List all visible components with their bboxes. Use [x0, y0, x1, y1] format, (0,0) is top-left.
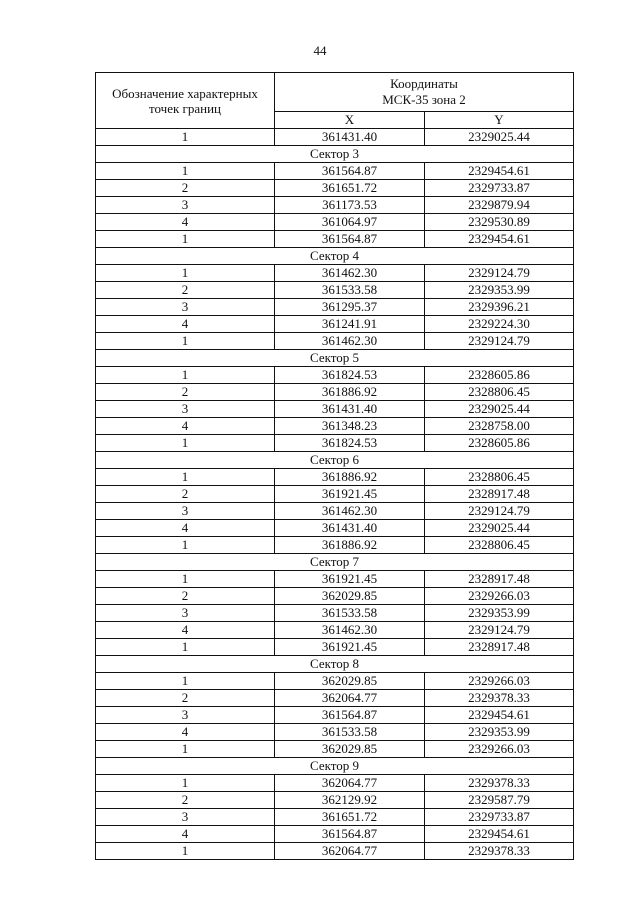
sector-title: Сектор 5 — [96, 350, 574, 367]
cell-y: 2329124.79 — [425, 503, 574, 520]
table-row — [96, 163, 574, 180]
cell-x: 361651.72 — [275, 180, 425, 197]
cell-y: 2329378.33 — [425, 843, 574, 860]
cell-x: 361431.40 — [275, 129, 425, 146]
cell-x: 361921.45 — [275, 486, 425, 503]
cell-y: 2329224.30 — [425, 316, 574, 333]
table-row — [96, 537, 574, 554]
cell-x: 361533.58 — [275, 724, 425, 741]
cell-y: 2328917.48 — [425, 486, 574, 503]
table-row — [96, 299, 574, 316]
cell-x: 361462.30 — [275, 503, 425, 520]
sector-header-row — [96, 248, 574, 265]
cell-y: 2329396.21 — [425, 299, 574, 316]
table-row — [96, 724, 574, 741]
header-coordinates — [275, 73, 574, 112]
cell-x: 361886.92 — [275, 537, 425, 554]
cell-point: 4 — [96, 520, 275, 537]
cell-point: 1 — [96, 129, 275, 146]
sector-header-row — [96, 146, 574, 163]
cell-point: 2 — [96, 180, 275, 197]
cell-x: 361824.53 — [275, 435, 425, 452]
cell-point: 1 — [96, 639, 275, 656]
cell-y: 2329266.03 — [425, 673, 574, 690]
cell-point: 4 — [96, 418, 275, 435]
cell-point: 2 — [96, 282, 275, 299]
table-row — [96, 282, 574, 299]
cell-y: 2329879.94 — [425, 197, 574, 214]
cell-point: 1 — [96, 571, 275, 588]
cell-x: 362029.85 — [275, 588, 425, 605]
table-row — [96, 809, 574, 826]
cell-x: 361533.58 — [275, 282, 425, 299]
table-row — [96, 843, 574, 860]
cell-point: 2 — [96, 384, 275, 401]
cell-y: 2329378.33 — [425, 690, 574, 707]
cell-x: 361241.91 — [275, 316, 425, 333]
sector-title: Сектор 9 — [96, 758, 574, 775]
cell-point: 3 — [96, 707, 275, 724]
cell-y: 2329353.99 — [425, 724, 574, 741]
table-row — [96, 435, 574, 452]
table-row — [96, 367, 574, 384]
cell-point: 3 — [96, 401, 275, 418]
cell-y: 2329025.44 — [425, 401, 574, 418]
cell-point: 1 — [96, 775, 275, 792]
cell-y: 2329266.03 — [425, 588, 574, 605]
cell-x: 361564.87 — [275, 826, 425, 843]
cell-x: 361533.58 — [275, 605, 425, 622]
cell-point: 1 — [96, 265, 275, 282]
sector-title: Сектор 7 — [96, 554, 574, 571]
table-row — [96, 673, 574, 690]
cell-x: 361886.92 — [275, 469, 425, 486]
cell-y: 2328806.45 — [425, 537, 574, 554]
cell-point: 3 — [96, 809, 275, 826]
cell-y: 2329530.89 — [425, 214, 574, 231]
cell-y: 2328758.00 — [425, 418, 574, 435]
cell-y: 2329025.44 — [425, 520, 574, 537]
cell-y: 2329454.61 — [425, 707, 574, 724]
cell-y: 2329353.99 — [425, 282, 574, 299]
table-row — [96, 129, 574, 146]
cell-x: 361824.53 — [275, 367, 425, 384]
cell-x: 362064.77 — [275, 843, 425, 860]
table-row — [96, 180, 574, 197]
cell-x: 361564.87 — [275, 231, 425, 248]
cell-y: 2328605.86 — [425, 367, 574, 384]
cell-point: 2 — [96, 486, 275, 503]
cell-y: 2329124.79 — [425, 622, 574, 639]
header-point-designation — [96, 73, 275, 129]
cell-x: 361564.87 — [275, 707, 425, 724]
header-coords-line1: Координаты — [390, 76, 458, 91]
cell-x: 361295.37 — [275, 299, 425, 316]
cell-x: 362029.85 — [275, 741, 425, 758]
cell-point: 3 — [96, 503, 275, 520]
cell-point: 4 — [96, 316, 275, 333]
cell-point: 1 — [96, 843, 275, 860]
cell-y: 2329353.99 — [425, 605, 574, 622]
table-body — [96, 129, 574, 860]
header-y: Y — [425, 112, 574, 129]
cell-point: 1 — [96, 673, 275, 690]
coordinates-table — [95, 72, 574, 860]
table-row — [96, 486, 574, 503]
cell-point: 3 — [96, 299, 275, 316]
cell-point: 1 — [96, 537, 275, 554]
cell-x: 361431.40 — [275, 520, 425, 537]
sector-title: Сектор 8 — [96, 656, 574, 673]
cell-x: 361173.53 — [275, 197, 425, 214]
table-row — [96, 622, 574, 639]
table-row — [96, 571, 574, 588]
cell-x: 361462.30 — [275, 622, 425, 639]
table-row — [96, 333, 574, 350]
cell-point: 1 — [96, 367, 275, 384]
cell-point: 2 — [96, 690, 275, 707]
table-row — [96, 775, 574, 792]
cell-y: 2329733.87 — [425, 180, 574, 197]
table-row — [96, 401, 574, 418]
cell-x: 361462.30 — [275, 265, 425, 282]
cell-y: 2329266.03 — [425, 741, 574, 758]
cell-point: 1 — [96, 163, 275, 180]
table-row — [96, 469, 574, 486]
table-row — [96, 384, 574, 401]
sector-title: Сектор 4 — [96, 248, 574, 265]
cell-x: 361886.92 — [275, 384, 425, 401]
table-row — [96, 605, 574, 622]
sector-header-row — [96, 758, 574, 775]
header-coords-line2: МСК-35 зона 2 — [382, 92, 466, 107]
sector-header-row — [96, 350, 574, 367]
header-point-label-line1: Обозначение характерных — [112, 85, 258, 101]
table-row — [96, 503, 574, 520]
table-row — [96, 418, 574, 435]
sector-title: Сектор 6 — [96, 452, 574, 469]
cell-x: 361462.30 — [275, 333, 425, 350]
cell-x: 361348.23 — [275, 418, 425, 435]
cell-point: 1 — [96, 333, 275, 350]
cell-point: 4 — [96, 826, 275, 843]
cell-point: 2 — [96, 588, 275, 605]
page-number: 44 — [313, 43, 327, 58]
cell-point: 3 — [96, 605, 275, 622]
table-row — [96, 792, 574, 809]
cell-y: 2329025.44 — [425, 129, 574, 146]
cell-y: 2328917.48 — [425, 571, 574, 588]
cell-x: 362129.92 — [275, 792, 425, 809]
cell-x: 361431.40 — [275, 401, 425, 418]
cell-point: 1 — [96, 231, 275, 248]
cell-y: 2329124.79 — [425, 333, 574, 350]
cell-point: 4 — [96, 724, 275, 741]
sector-title: Сектор 3 — [96, 146, 574, 163]
cell-y: 2329733.87 — [425, 809, 574, 826]
sector-header-row — [96, 452, 574, 469]
cell-y: 2329587.79 — [425, 792, 574, 809]
table-row — [96, 214, 574, 231]
cell-x: 362064.77 — [275, 775, 425, 792]
table-row — [96, 231, 574, 248]
cell-y: 2328605.86 — [425, 435, 574, 452]
table-row — [96, 316, 574, 333]
cell-y: 2328806.45 — [425, 469, 574, 486]
table-row — [96, 520, 574, 537]
cell-x: 361064.97 — [275, 214, 425, 231]
cell-y: 2328917.48 — [425, 639, 574, 656]
header-point-label-line2: точек границ — [148, 100, 222, 116]
cell-x: 361921.45 — [275, 571, 425, 588]
cell-y: 2329454.61 — [425, 231, 574, 248]
table-row — [96, 588, 574, 605]
cell-y: 2329454.61 — [425, 826, 574, 843]
sector-header-row — [96, 656, 574, 673]
cell-x: 361564.87 — [275, 163, 425, 180]
cell-x: 361651.72 — [275, 809, 425, 826]
table-row — [96, 265, 574, 282]
table-row — [96, 639, 574, 656]
header-x: X — [275, 112, 425, 129]
cell-x: 361921.45 — [275, 639, 425, 656]
table-row — [96, 690, 574, 707]
cell-x: 362029.85 — [275, 673, 425, 690]
table-row — [96, 826, 574, 843]
cell-point: 2 — [96, 792, 275, 809]
cell-x: 362064.77 — [275, 690, 425, 707]
cell-point: 1 — [96, 741, 275, 758]
cell-point: 1 — [96, 469, 275, 486]
cell-point: 4 — [96, 622, 275, 639]
cell-y: 2329454.61 — [425, 163, 574, 180]
cell-y: 2328806.45 — [425, 384, 574, 401]
table-row — [96, 707, 574, 724]
cell-point: 3 — [96, 197, 275, 214]
cell-point: 1 — [96, 435, 275, 452]
sector-header-row — [96, 554, 574, 571]
table-row — [96, 741, 574, 758]
cell-y: 2329124.79 — [425, 265, 574, 282]
cell-y: 2329378.33 — [425, 775, 574, 792]
cell-point: 4 — [96, 214, 275, 231]
table-row — [96, 197, 574, 214]
